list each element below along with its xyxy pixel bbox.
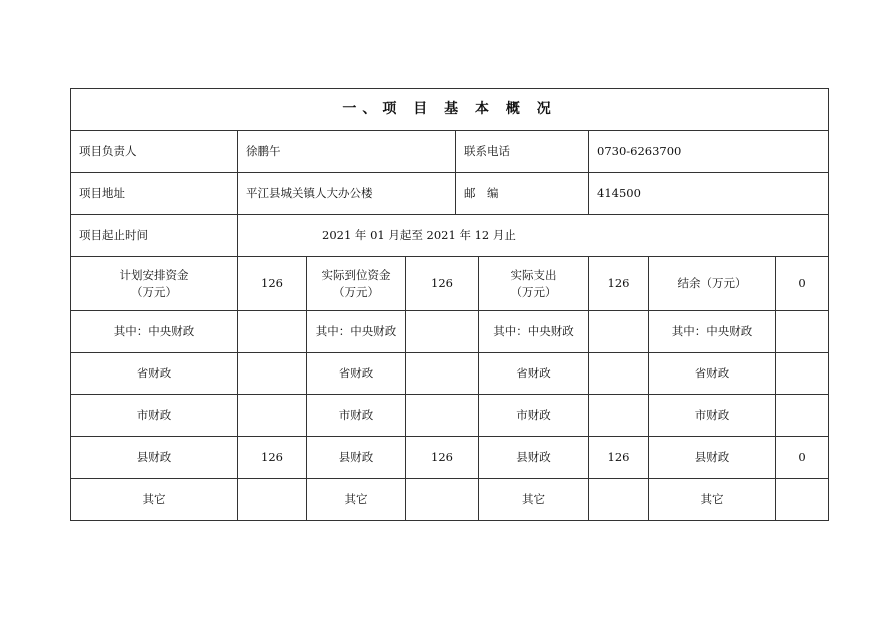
leader-row bbox=[71, 131, 829, 173]
central-label-actual: 其中：中央财政 bbox=[307, 311, 406, 353]
central-plan-value bbox=[238, 311, 307, 353]
actual-funds-label bbox=[307, 257, 406, 311]
project-overview-table bbox=[70, 88, 829, 521]
balance-label: 结余（万元） bbox=[649, 257, 776, 311]
city-spend-value bbox=[589, 395, 649, 437]
plan-funds-value: 126 bbox=[238, 257, 307, 311]
breakdown-row-province bbox=[71, 353, 829, 395]
address-value: 平江县城关镇人大办公楼 bbox=[238, 173, 456, 215]
city-balance-value bbox=[776, 395, 829, 437]
address-row bbox=[71, 173, 829, 215]
plan-funds-label-line1: 计划安排资金 bbox=[119, 267, 189, 282]
city-label-actual: 市财政 bbox=[307, 395, 406, 437]
leader-value: 徐鹏午 bbox=[238, 131, 456, 173]
other-label-plan: 其它 bbox=[71, 479, 238, 521]
balance-value: 0 bbox=[776, 257, 829, 311]
spend-label-line1: 实际支出 bbox=[510, 267, 557, 282]
county-label-plan: 县财政 bbox=[71, 437, 238, 479]
province-balance-value bbox=[776, 353, 829, 395]
period-row bbox=[71, 215, 829, 257]
section-title: 一、项 目 基 本 概 况 bbox=[71, 89, 829, 131]
project-overview-sheet bbox=[70, 88, 828, 523]
breakdown-row-city bbox=[71, 395, 829, 437]
phone-value: 0730-6263700 bbox=[589, 131, 829, 173]
other-spend-value bbox=[589, 479, 649, 521]
province-plan-value bbox=[238, 353, 307, 395]
city-label-spend: 市财政 bbox=[479, 395, 589, 437]
province-actual-value bbox=[406, 353, 479, 395]
central-actual-value bbox=[406, 311, 479, 353]
funds-row bbox=[71, 257, 829, 311]
province-spend-value bbox=[589, 353, 649, 395]
actual-funds-label-line1: 实际到位资金 bbox=[321, 267, 391, 282]
county-spend-value: 126 bbox=[589, 437, 649, 479]
province-label-spend: 省财政 bbox=[479, 353, 589, 395]
central-label-balance: 其中：中央财政 bbox=[649, 311, 776, 353]
postcode-value: 414500 bbox=[589, 173, 829, 215]
period-value: 2021 年 01 月起至 2021 年 12 月止 bbox=[238, 215, 829, 257]
province-label-plan: 省财政 bbox=[71, 353, 238, 395]
breakdown-row-central bbox=[71, 311, 829, 353]
city-label-balance: 市财政 bbox=[649, 395, 776, 437]
breakdown-row-other bbox=[71, 479, 829, 521]
county-actual-value: 126 bbox=[406, 437, 479, 479]
county-label-spend: 县财政 bbox=[479, 437, 589, 479]
leader-label: 项目负责人 bbox=[71, 131, 238, 173]
central-label-plan: 其中：中央财政 bbox=[71, 311, 238, 353]
spend-value: 126 bbox=[589, 257, 649, 311]
other-actual-value bbox=[406, 479, 479, 521]
other-plan-value bbox=[238, 479, 307, 521]
city-plan-value bbox=[238, 395, 307, 437]
period-label: 项目起止时间 bbox=[71, 215, 238, 257]
county-label-actual: 县财政 bbox=[307, 437, 406, 479]
other-label-balance: 其它 bbox=[649, 479, 776, 521]
province-label-actual: 省财政 bbox=[307, 353, 406, 395]
plan-funds-label-line2: （万元） bbox=[131, 284, 177, 299]
other-balance-value bbox=[776, 479, 829, 521]
central-spend-value bbox=[589, 311, 649, 353]
actual-funds-value: 126 bbox=[406, 257, 479, 311]
city-label-plan: 市财政 bbox=[71, 395, 238, 437]
address-label: 项目地址 bbox=[71, 173, 238, 215]
county-balance-value: 0 bbox=[776, 437, 829, 479]
city-actual-value bbox=[406, 395, 479, 437]
other-label-actual: 其它 bbox=[307, 479, 406, 521]
spend-label bbox=[479, 257, 589, 311]
postcode-label: 邮 编 bbox=[456, 173, 589, 215]
breakdown-row-county bbox=[71, 437, 829, 479]
plan-funds-label bbox=[71, 257, 238, 311]
spend-label-line2: （万元） bbox=[510, 284, 557, 299]
central-balance-value bbox=[776, 311, 829, 353]
county-plan-value: 126 bbox=[238, 437, 307, 479]
actual-funds-label-line2: （万元） bbox=[333, 284, 379, 299]
county-label-balance: 县财政 bbox=[649, 437, 776, 479]
central-label-spend: 其中：中央财政 bbox=[479, 311, 589, 353]
province-label-balance: 省财政 bbox=[649, 353, 776, 395]
phone-label: 联系电话 bbox=[456, 131, 589, 173]
other-label-spend: 其它 bbox=[479, 479, 589, 521]
